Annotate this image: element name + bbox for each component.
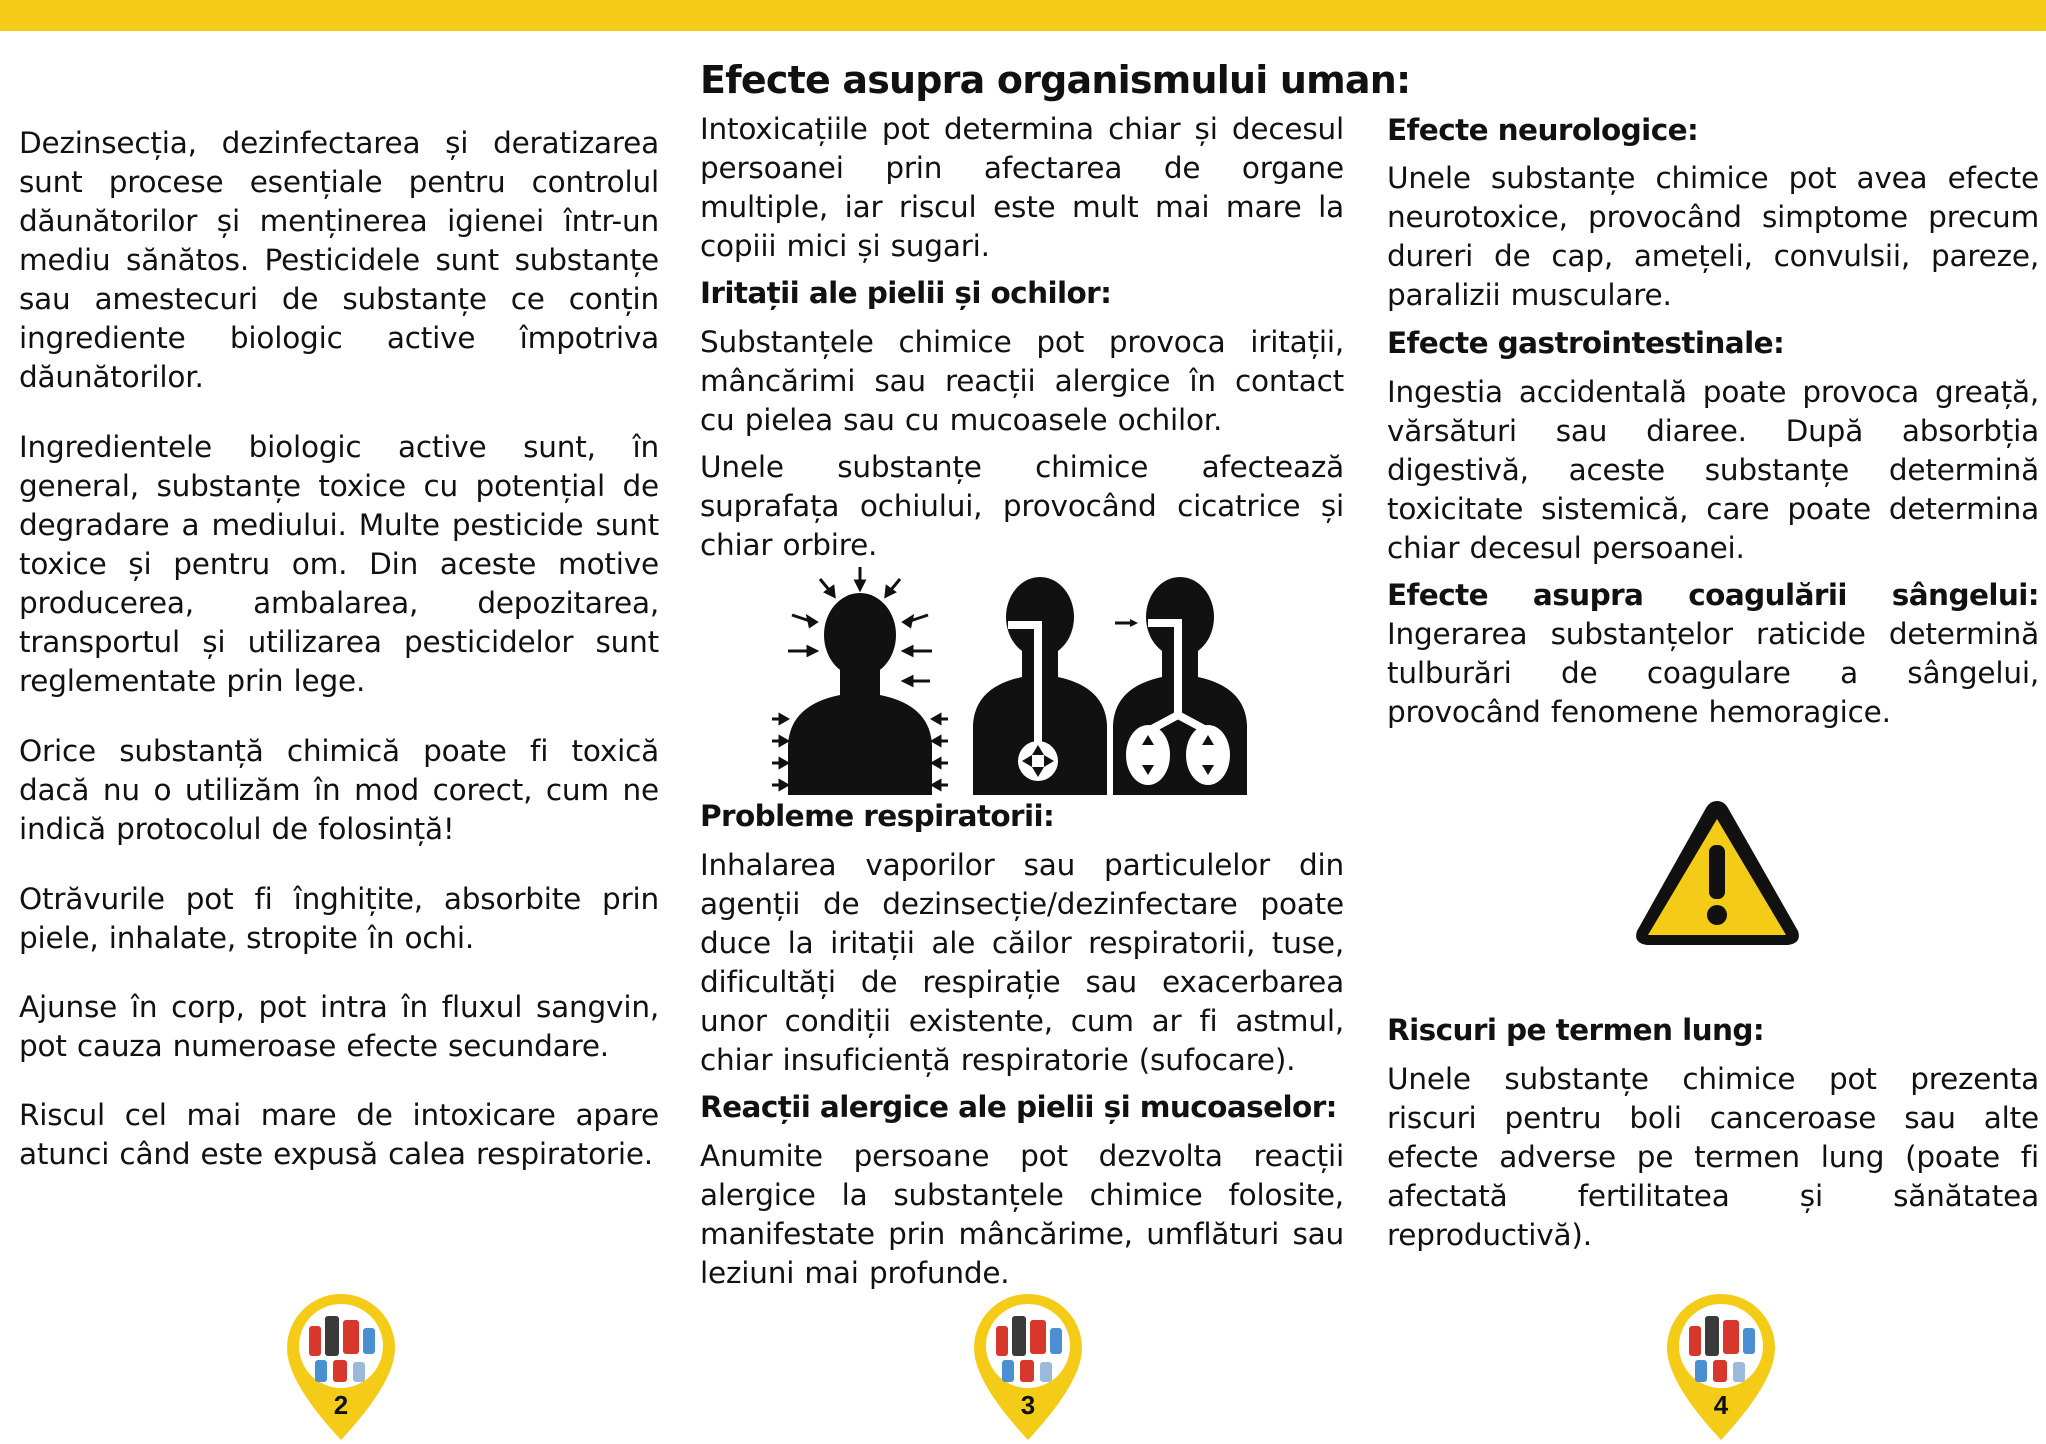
heading-blood-coagulation: Efecte asupra coagulării sângelui:	[1387, 578, 2039, 612]
human-exposure-routes-icon	[770, 565, 1260, 795]
inhalation-figure	[1113, 577, 1247, 795]
paragraph-respiratory: Inhalarea vaporilor sau particulelor din agenții de dezinsecție/dezinfectare poate duce la iritații ale căilor respiratorii, tuse, dificultăți de respirație sau exacerbarea unor condiții existente, cum ar fi astmul, chiar insuficiență respiratorie (sufocare).	[700, 848, 1344, 1077]
paragraph-long-term-risks: Unele substanțe chimice pot prezenta riscuri pentru boli canceroase sau alte efecte adverse pe termen lung (poate fi afectată fertilitatea și sănătatea reproductivă).	[1387, 1062, 2039, 1252]
paragraph-active-ingredients: Ingredientele biologic active sunt, în general, substanțe toxice cu potențial de degradare a mediului. Multe pesticide sunt toxice și pentru om. Din aceste motive producerea, ambalarea, depozitarea, transportul și utilizarea pesticidelor sunt reglementate prin lege.	[19, 430, 659, 698]
page-badge	[968, 1290, 1088, 1440]
page-number: 4	[1713, 1390, 1729, 1420]
warning-triangle-icon	[1630, 795, 1805, 950]
heading-respiratory-problems: Probleme respiratorii:	[700, 799, 1055, 833]
page-badge	[281, 1290, 401, 1440]
paragraph-respiratory-risk: Riscul cel mai mare de intoxicare apare atunci când este expusă calea respiratorie.	[19, 1098, 659, 1171]
heading-gastrointestinal-effects: Efecte gastrointestinale:	[1387, 326, 1785, 360]
paragraph-toxicity-warning: Orice substanță chimică poate fi toxică dacă nu o utilizăm în mod corect, cum ne indică protocolul de folosință!	[19, 734, 659, 846]
paragraph-gastrointestinal: Ingestia accidentală poate provoca greață, vărsături sau diaree. După absorbția digestivă, aceste substanțe determină toxicitate sistemică, care poate determina chiar decesul persoanei.	[1387, 375, 2039, 565]
paragraph-intoxication-intro: Intoxicațiile pot determina chiar și decesul persoanei prin afectarea de organe multiple, iar riscul este mult mai mare la copiii mici și sugari.	[700, 112, 1344, 263]
paragraph-exposure-routes: Otrăvurile pot fi înghițite, absorbite prin piele, inhalate, stropite în ochi.	[19, 882, 659, 955]
page-number: 3	[1020, 1390, 1036, 1420]
heading-skin-eye-irritation: Iritații ale pielii și ochilor:	[700, 276, 1112, 310]
page-badge	[1661, 1290, 1781, 1440]
heading-neurological-effects: Efecte neurologice:	[1387, 113, 1699, 147]
paragraph-neurological: Unele substanțe chimice pot avea efecte neurotoxice, provocând simptome precum dureri de cap, amețeli, convulsii, pareze, paralizii musculare.	[1387, 161, 2039, 312]
paragraph-pesticides-intro: Dezinsecția, dezinfectarea și deratizarea sunt procese esențiale pentru controlul dăunătorilor și menținerea igienei într-un mediu sănătos. Pesticidele sunt substanțe sau amestecuri de substanțe ce conțin ingrediente biologic active împotriva dăunătorilor.	[19, 126, 659, 394]
heading-long-term-risks: Riscuri pe termen lung:	[1387, 1013, 1765, 1047]
ingestion-figure	[973, 577, 1107, 795]
paragraph-skin-irritation: Substanțele chimice pot provoca iritații, mâncărimi sau reacții alergice în contact cu pielea sau cu mucoasele ochilor.	[700, 325, 1344, 437]
paragraph-blood-coagulation: Ingerarea substanțelor raticide determină tulburări de coagulare a sângelui, provocând fenomene hemoragice.	[1387, 617, 2039, 729]
paragraph-eye-damage: Unele substanțe chimice afectează suprafața ochiului, provocând cicatrice și chiar orbire.	[700, 450, 1344, 562]
page-number: 2	[333, 1390, 349, 1420]
top-accent-bar	[0, 0, 2046, 31]
paragraph-allergic-reactions: Anumite persoane pot dezvolta reacții alergice la substanțele chimice folosite, manifestate prin mâncărime, umflături sau leziuni mai profunde.	[700, 1139, 1344, 1290]
paragraph-bloodstream: Ajunse în corp, pot intra în fluxul sangvin, pot cauza numeroase efecte secundare.	[19, 990, 659, 1063]
heading-allergic-reactions: Reacții alergice ale pielii și mucoaselor:	[700, 1090, 1337, 1124]
section-title: Efecte asupra organismului uman:	[700, 58, 1411, 102]
